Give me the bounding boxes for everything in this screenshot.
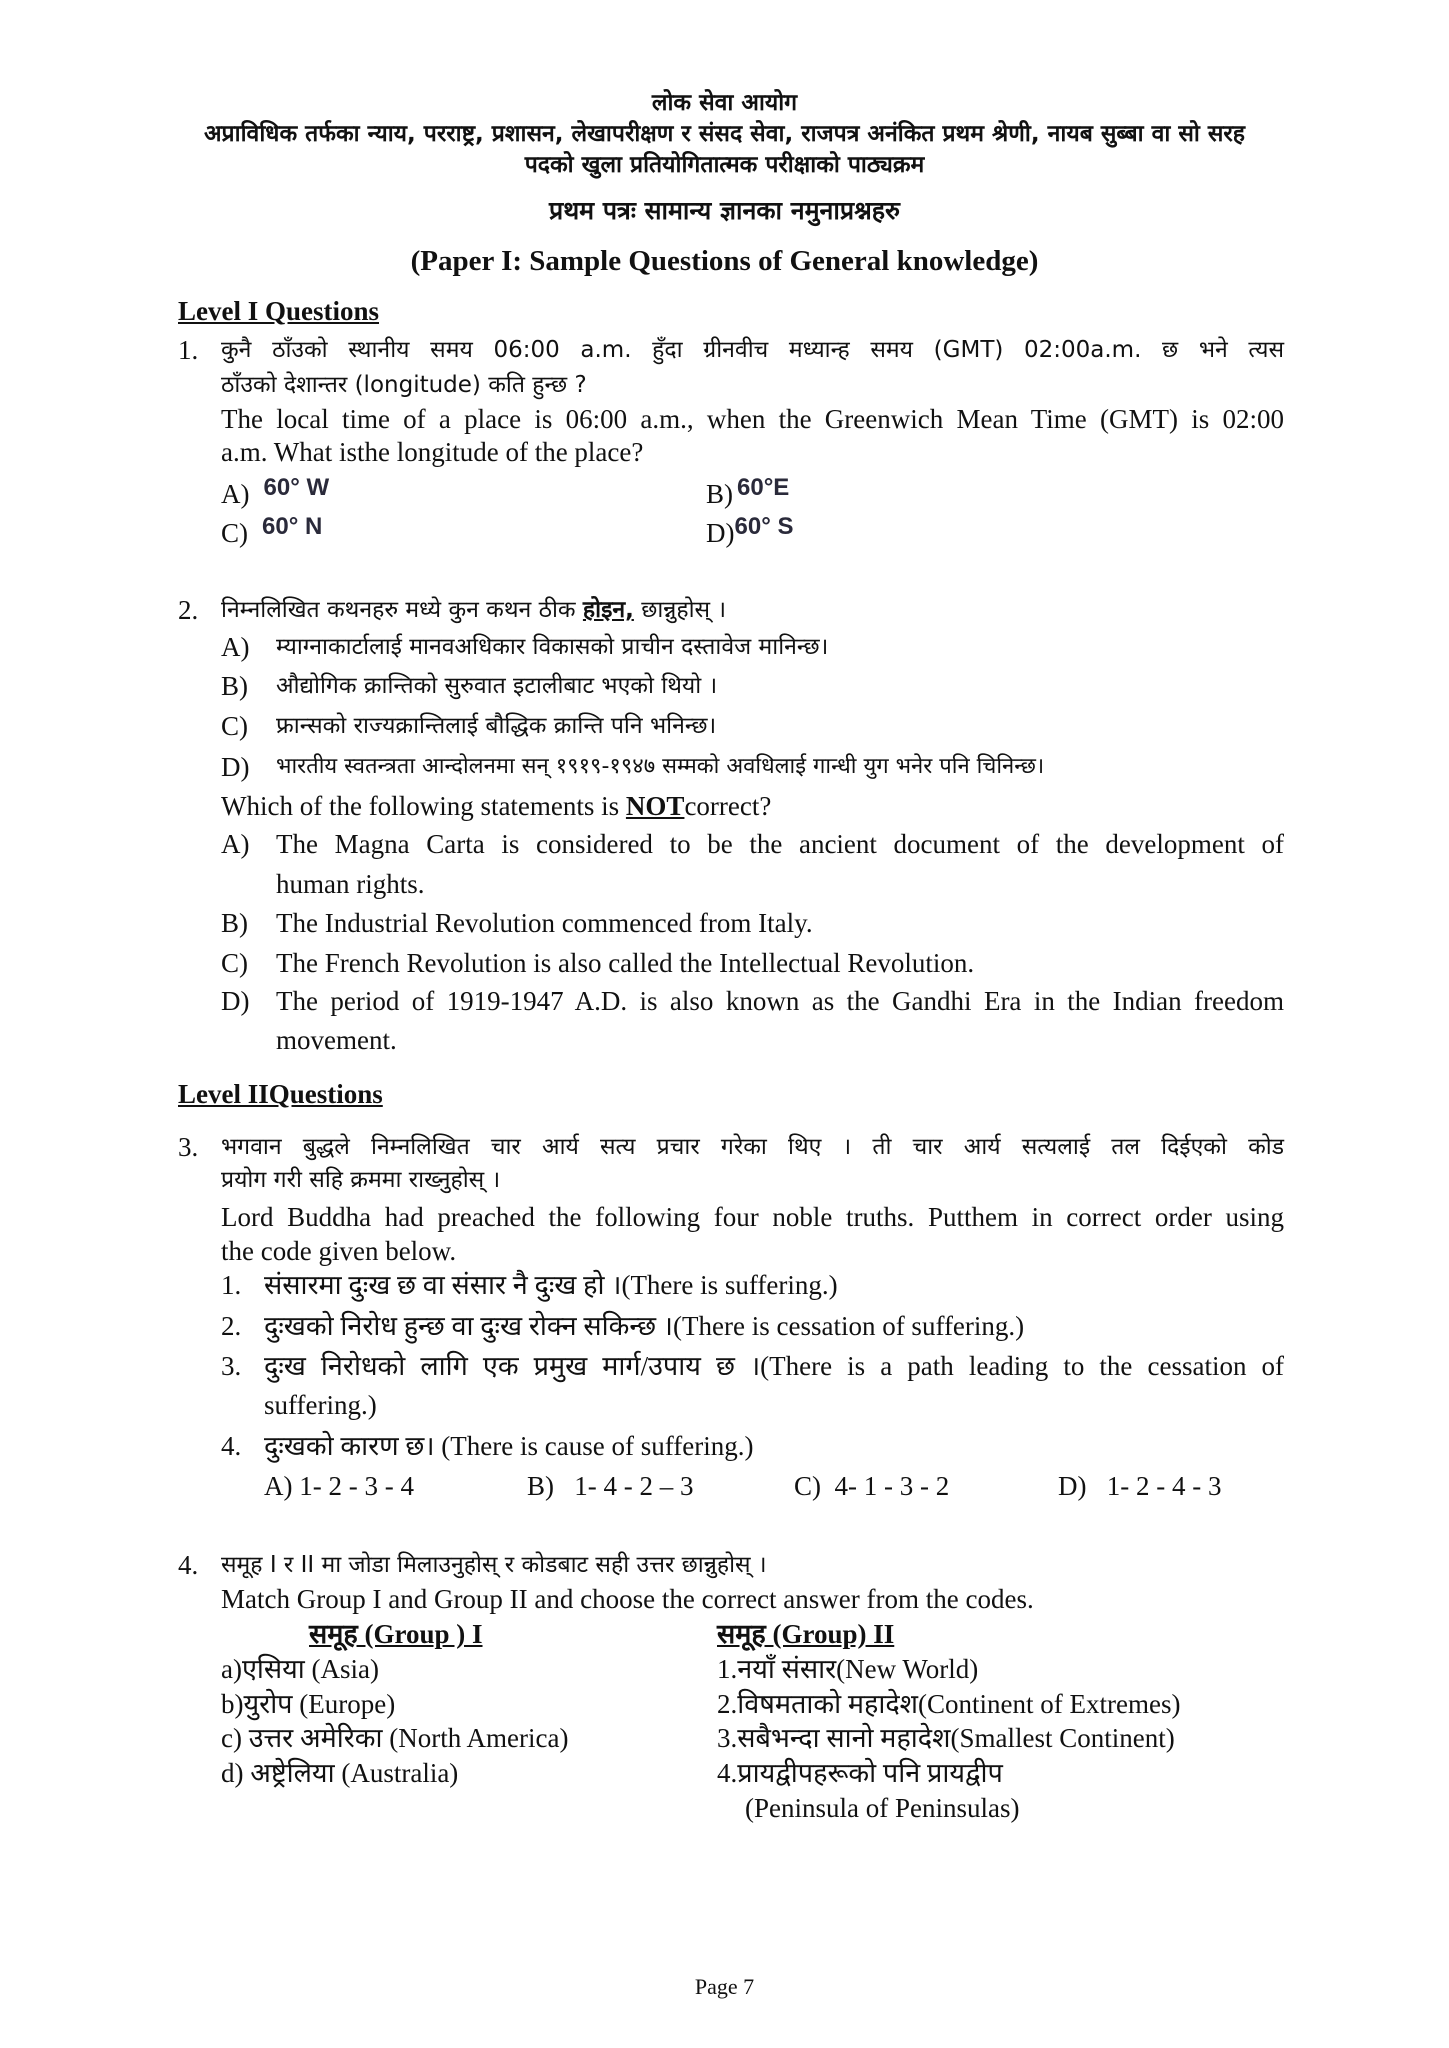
option-label: C) [221,711,248,741]
stem-text: निम्नलिखित कथनहरु मध्ये कुन कथन ठीक [221,597,583,623]
option-label: B) [221,671,248,701]
q3-item-1: संसारमा दुःख छ वा संसार नै दुःख हो ।(There is suffering.) [264,1270,838,1300]
q2-np-option-c: फ्रान्सको राज्यक्रान्तिलाई बौद्धिक क्रान्ति पनि भनिन्छ। [276,713,717,739]
level-2-heading: Level IIQuestions [178,1079,383,1109]
group-1-item: c) उत्तर अमेरिका (North America) [221,1723,569,1753]
q3-np-line1: भगवान बुद्धले निम्नलिखित चार आर्य सत्य प्रचार गरेका थिए । ती चार आर्य सत्यलाई तल दिईएको कोड [221,1134,1284,1160]
item-number: 4. [221,1431,242,1461]
q1-np-line2: ठाँउको देशान्तर (longitude) कति हुन्छ ? [221,372,587,398]
q1-en-line1: The local time of a place is 06:00 a.m., when the Greenwich Mean Time (GMT) is 02:00 [221,404,1284,434]
q2-en-stem [221,789,771,823]
option-label: C) [221,948,248,978]
option-label: A) [221,479,250,509]
q2-en-option-b: The Industrial Revolution commenced from Italy. [276,908,813,938]
q2-en-option-d-cont: movement. [276,1025,397,1055]
stem-emphasis: NOT [625,791,685,821]
group-1-header: समूह (Group ) I [309,1619,483,1649]
option-label: C) [221,518,248,548]
group-2-item: 3.सबैभन्दा सानो महादेश(Smallest Continent) [717,1723,1175,1753]
q3-item-2: दुःखको निरोध हुन्छ वा दुःख रोक्न सकिन्छ ।(There is cessation of suffering.) [264,1311,1025,1341]
header-line-3: पदको खुला प्रतियोगितात्मक परीक्षाको पाठ्यक्रम [524,152,925,178]
q1-option-a [221,474,330,513]
q-number: 1. [178,335,199,365]
group-2-item: 2.विषमताको महादेश(Continent of Extremes) [717,1689,1181,1719]
paper-title-np: प्रथम पत्रः सामान्य ज्ञानका नमुनाप्रश्नहरु [548,196,901,225]
group-2-header: समूह (Group) II [717,1619,895,1649]
q2-np-option-a: म्याग्नाकार्टालाई मानवअधिकार विकासको प्राचीन दस्तावेज मानिन्छ। [276,634,829,660]
item-number: 3. [221,1351,242,1381]
item-number: 2. [221,1311,242,1341]
option-label: B) [706,479,733,509]
stem-text: Which of the following statements is [221,791,626,821]
option-value: 60° N [262,513,323,540]
header-line-2: अप्राविधिक तर्फका न्याय, परराष्ट्र, प्रशासन, लेखापरीक्षण र संसद सेवा, राजपत्र अनंकित प्रथम श्रेणी, नायब सुब्बा वा सो सरह [203,121,1246,147]
option-label: D) [221,986,250,1016]
q3-np-line2: प्रयोग गरी सहि क्रममा राख्नुहोस् । [221,1167,501,1193]
option-label: A) [221,632,250,662]
q2-en-option-a: The Magna Carta is considered to be the ancient document of the development of [276,829,1284,859]
q3-answer-b: B) 1- 4 - 2 – 3 [527,1471,694,1501]
option-label: A) [221,829,250,859]
option-value: 60° W [263,474,330,501]
group-1-item: b)युरोप (Europe) [221,1689,396,1719]
group-2-item: 1.नयाँ संसार(New World) [717,1654,979,1684]
level-1-heading: Level I Questions [178,296,380,326]
q1-option-b [706,474,790,513]
q1-option-d [706,513,794,552]
option-label: D) [221,752,250,782]
q2-en-option-d: The period of 1919-1947 A.D. is also known as the Gandhi Era in the Indian freedom [276,986,1284,1016]
stem-emphasis: होइन, [582,597,634,623]
group-1-item: d) अष्ट्रेलिया (Australia) [221,1758,459,1788]
item-number: 1. [221,1270,242,1300]
q3-answer-a: A) 1- 2 - 3 - 4 [264,1471,414,1501]
q3-answer-d: D) 1- 2 - 4 - 3 [1058,1471,1222,1501]
stem-text: correct? [684,791,772,821]
option-value: 60° S [734,513,794,540]
org-name: लोक सेवा आयोग [651,90,798,116]
option-label: D) [706,518,735,548]
q3-item-4: दुःखको कारण छ। (There is cause of suffering.) [264,1431,754,1461]
q-number: 3. [178,1132,199,1162]
option-label: B) [221,908,248,938]
q-number: 4. [178,1550,199,1580]
q3-item-3-cont: suffering.) [264,1390,377,1420]
q3-answer-c: C) 4- 1 - 3 - 2 [794,1471,950,1501]
q1-en-line2: a.m. What isthe longitude of the place? [221,437,644,467]
stem-text: छान्नुहोस् । [633,597,727,623]
group-2-item: 4.प्रायद्वीपहरूको पनि प्रायद्वीप [717,1758,1003,1788]
q2-en-option-c: The French Revolution is also called the Intellectual Revolution. [276,948,975,978]
paper-title-en: (Paper I: Sample Questions of General knowledge) [410,245,1039,277]
q4-en-stem: Match Group I and Group II and choose the correct answer from the codes. [221,1584,1034,1614]
q2-np-option-b: औद्योगिक क्रान्तिको सुरुवात इटालीबाट भएको थियो । [276,673,718,699]
q2-np-option-d: भारतीय स्वतन्त्रता आन्दोलनमा सन् १९१९-१९४७ सम्मको अवधिलाई गान्धी युग भनेर पनि चिनिन्छ। [276,754,1045,779]
group-1-item: a)एसिया (Asia) [221,1654,380,1684]
group-2-item-cont: (Peninsula of Peninsulas) [745,1793,1020,1823]
q2-en-option-a-cont: human rights. [276,869,425,899]
q1-option-c [221,513,323,552]
page-number: Page 7 [694,1974,755,1999]
q3-en-line2: the code given below. [221,1236,457,1266]
q2-np-stem [221,593,726,627]
q-number: 2. [178,595,199,625]
q1-np-line1: कुनै ठाँउको स्थानीय समय 06:00 a.m. हुँदा ग्रीनवीच मध्यान्ह समय (GMT) 02:00a.m. छ भने त्यस [221,337,1284,363]
option-value: 60°E [737,474,790,501]
q3-en-line1: Lord Buddha had preached the following four noble truths. Putthem in correct order using [221,1202,1284,1232]
q3-item-3: दुःख निरोधको लागि एक प्रमुख मार्ग/उपाय छ ।(There is a path leading to the cessation of [264,1351,1284,1381]
q4-np-stem: समूह I र II मा जोडा मिलाउनुहोस् र कोडबाट सही उत्तर छान्नुहोस् । [221,1552,767,1578]
